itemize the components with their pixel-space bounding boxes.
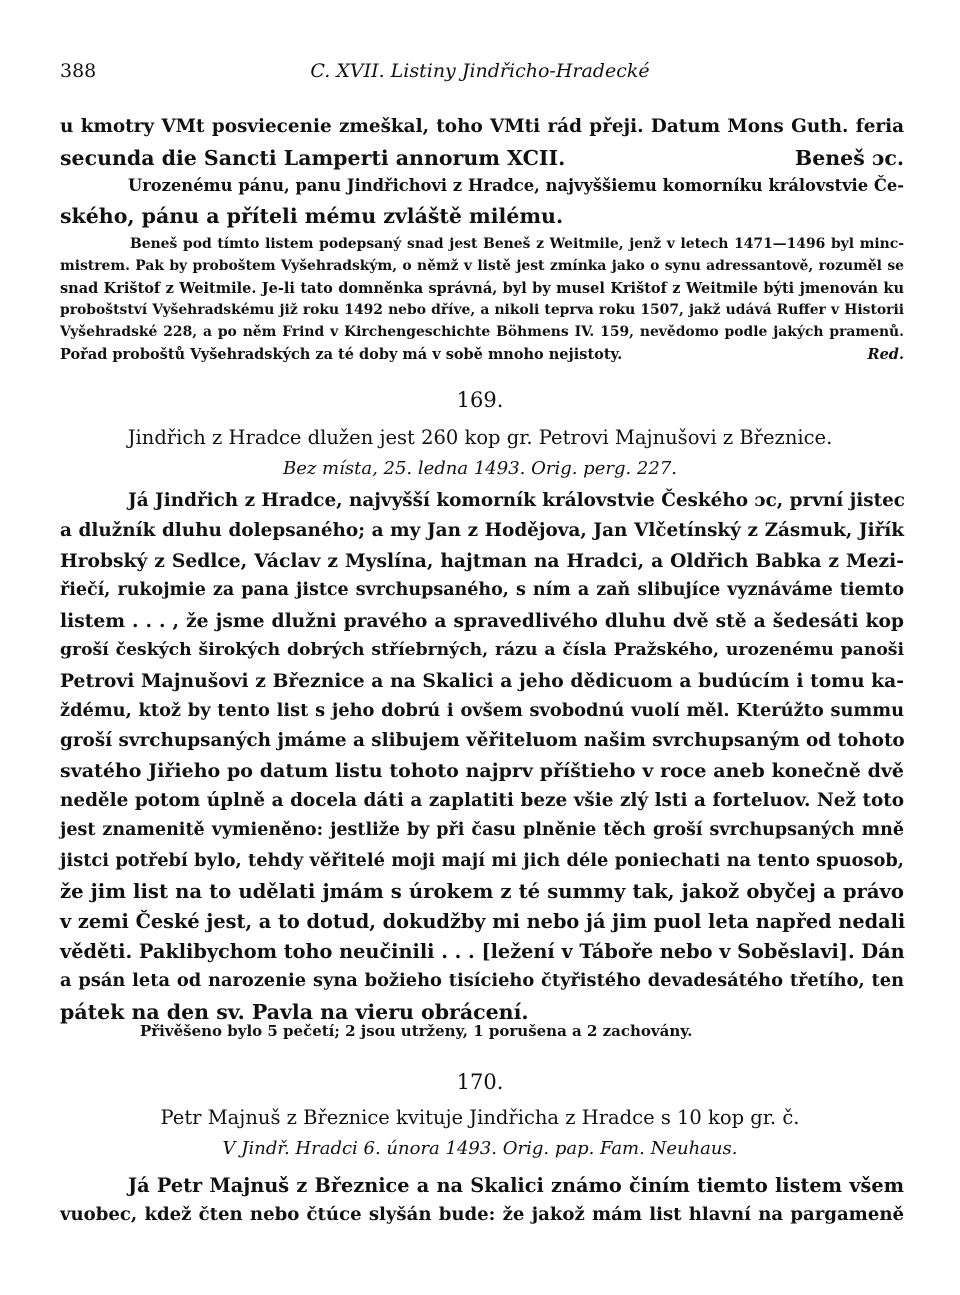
footnote-editor-mark: Red.: [867, 346, 904, 363]
document-regest: Petr Majnuš z Březnice kvituje Jindřicha z Hradce s 10 kop gr. č.: [160, 1106, 800, 1129]
text-line: Hrobský z Sedlce, Václav z Myslína, hajtman na Hradci, a Oldřich Babka z Mezi-: [60, 550, 904, 572]
text-line: listem . . . , že jsme dlužni pravého a spravedlivého dluhu dvě stě a šedesáti kop: [60, 610, 904, 632]
text-line: a psán leta od narozenie syna božieho tisícieho čtyřistého devadesátého třetího, ten: [60, 970, 904, 991]
text-line: Já Jindřich z Hradce, najvyšší komorník královstvie Českého ɔc, první jistec: [128, 490, 905, 511]
footnote-line: proboštství Vyšehradskému již roku 1492 nebo dříve, a nikoli teprva roku 1507, jakž udává Ruffer v Historii: [60, 302, 904, 318]
text-line: a dlužník dluhu dolepsaného; a my Jan z Hodějova, Jan Vlčetínský z Zásmuk, Jiřík: [60, 520, 904, 541]
text-line: u kmotry VMt posviecenie zmeškal, toho VMti rád přeji. Datum Mons Guth. feria: [60, 116, 904, 137]
address-line: Urozenému pánu, panu Jindřichovi z Hradce, najvyššiemu komorníku královstvie Če-: [128, 176, 904, 195]
text-line: Já Petr Majnuš z Březnice a na Skalici známo činím tiemto listem všem: [128, 1174, 904, 1197]
footnote-line: Beneš pod tímto listem podepsaný snad jest Beneš z Weitmile, jenž v letech 1471—1496 byl minc-: [130, 236, 904, 252]
address-line: ského, pánu a příteli mému zvláště milému.: [60, 204, 564, 228]
text-line: jest znamenitě vymieněno: jestliže by při času plněnie těch groší svrchupsaných mně: [60, 820, 904, 840]
document-source: V Jindř. Hradci 6. února 1493. Orig. pap. Fam. Neuhaus.: [222, 1138, 738, 1159]
text-line: jistci potřebí bylo, tehdy věřitelé moji mají mi jich déle poniechati na tento spuosob,: [60, 850, 904, 871]
text-line: secunda die Sancti Lamperti annorum XCII.: [60, 146, 566, 170]
document-number: 169.: [456, 388, 504, 412]
footnote-line: Pořad proboštů Vyšehradských za té doby má v sobě mnoho nejistoty.: [60, 346, 623, 363]
document-source: Bez místa, 25. ledna 1493. Orig. perg. 227.: [282, 458, 678, 479]
text-line: groší svrchupsaných jmáme a slibujem věřiteluom našim svrchupsaným od tohoto: [60, 730, 905, 751]
text-line: věděti. Paklibychom toho neučinili . . . [ležení v Táboře nebo v Soběslavi]. Dán: [60, 940, 905, 963]
text-line: řiečí, rukojmie za pana jistce svrchupsaného, s ním a zaň slibujíce vyznáváme tiemto: [60, 580, 904, 600]
footnote-line: mistrem. Pak by proboštem Vyšehradským, o němž v listě jest zmínka jako o synu adressantově, rozuměl se: [60, 258, 904, 274]
text-line: v zemi České jest, a to dotud, dokudžby mi nebo já jim puol leta napřed nedali: [60, 910, 906, 933]
text-line: neděle potom úplně a docela dáti a zaplatiti beze všie zlý lsti a forteluov. Než toto: [60, 790, 904, 811]
signature: Beneš ɔc.: [794, 146, 904, 170]
footnote-line: snad Krištof z Weitmile. Je-li tato domněnka správná, byl by musel Krištof z Weitmile býti jmenován ku: [60, 280, 904, 297]
text-line: vuobec, kdež čten nebo čtúce slyšán bude: že jakož mám list hlavní na pargameně: [60, 1204, 904, 1225]
text-line: ždému, ktož by tento list s jeho dobrú i ovšem svobodnú vuolí měl. Kterúžto summu: [60, 700, 904, 721]
footnote-line: Vyšehradské 228, a po něm Frind v Kirchengeschichte Böhmens IV. 159, nevědomo podle jakých pramenů.: [60, 324, 904, 340]
document-regest: Jindřich z Hradce dlužen jest 260 kop gr. Petrovi Majnušovi z Březnice.: [127, 426, 833, 449]
running-title: C. XVII. Listiny Jindřicho-Hradecké: [310, 60, 650, 82]
text-line: svatého Jiřieho po datum listu tohoto najprv příštieho v roce aneb konečně dvě: [60, 760, 904, 782]
text-line: groší českých širokých dobrých stříebrných, rázu a čísla Pražského, urozenému panoši: [60, 640, 904, 660]
text-line: pátek na den sv. Pavla na vieru obrácení.: [60, 1000, 529, 1024]
page-number: 388: [60, 60, 97, 82]
document-number: 170.: [456, 1070, 504, 1094]
text-line: že jim list na to udělati jmám s úrokem z té summy tak, jakož obyčej a právo: [60, 880, 904, 903]
seal-note: Přivěšeno bylo 5 pečetí; 2 jsou utrženy, 1 porušena a 2 zachovány.: [140, 1022, 693, 1040]
text-line: Petrovi Majnušovi z Březnice a na Skalici a jeho dědicuom a budúcím i tomu ka-: [60, 670, 904, 692]
